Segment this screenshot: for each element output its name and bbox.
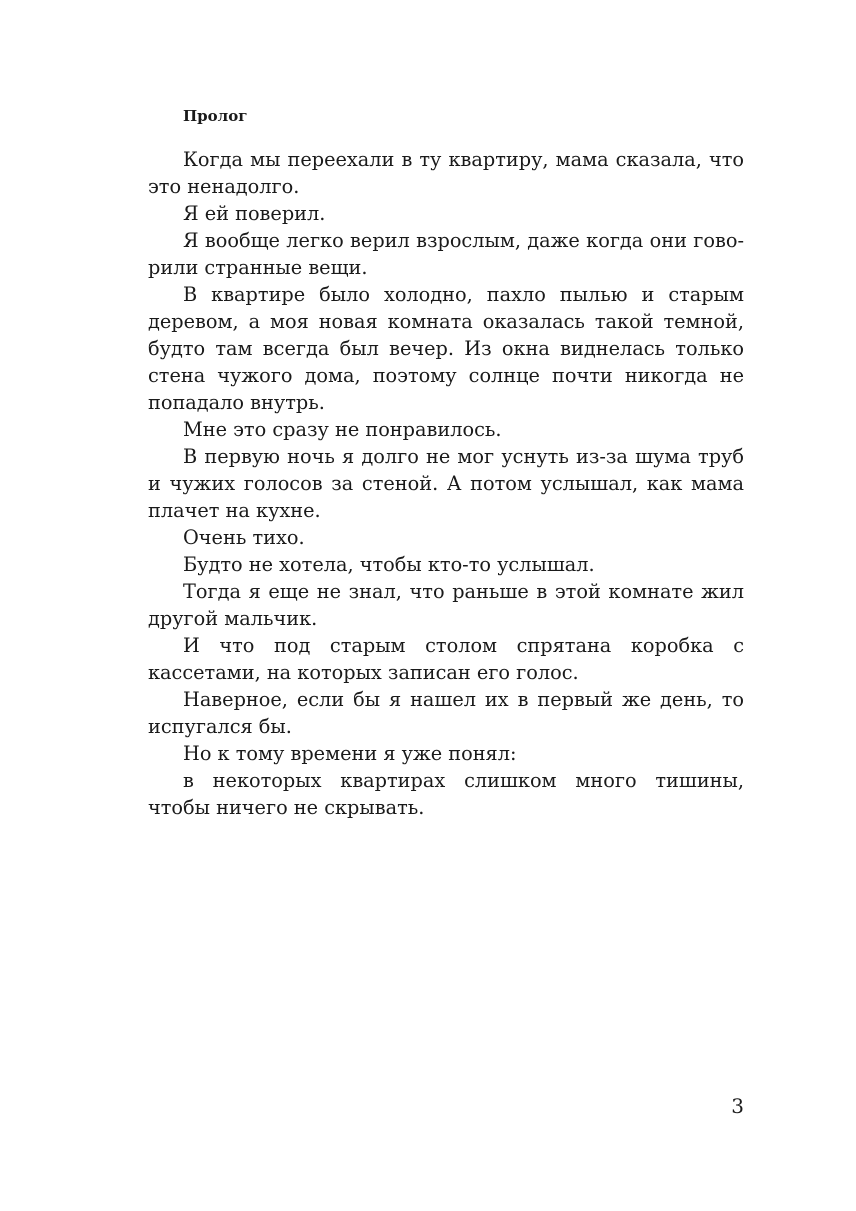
paragraph: В первую ночь я долго не мог уснуть из-за шума труб и чужих голосов за стеной. А потом услышал, как мама плачет на кухне. (148, 445, 744, 522)
paragraph: Но к тому времени я уже понял: (183, 742, 517, 765)
paragraph: Тогда я еще не знал, что раньше в этой комнате жил другой мальчик. (148, 580, 744, 630)
chapter-title: Пролог (183, 107, 248, 125)
paragraph: Когда мы переехали в ту квартиру, мама сказала, что это ненадолго. (148, 148, 744, 198)
paragraph: Наверное, если бы я нашел их в первый же день, то испугался бы. (148, 688, 744, 738)
paragraph: В квартире было холодно, пахло пылью и старым деревом, а моя новая комната оказалась такой темной, будто там всегда был вечер. Из окна виднелась только стена чужого дома, поэтому солнце почти никогда не попадало внутрь. (148, 283, 744, 414)
paragraph: Очень тихо. (183, 526, 305, 549)
paragraph: Будто не хотела, чтобы кто-то услышал. (183, 553, 595, 576)
paragraph: Мне это сразу не понравилось. (183, 418, 502, 441)
chapter-body (148, 146, 744, 821)
paragraph: в некоторых квартирах слишком много тишины, чтобы ничего не скрывать. (148, 769, 744, 819)
page-number: 3 (731, 1094, 744, 1118)
paragraph: И что под старым столом спрятана коробка с кассетами, на которых записан его голос. (148, 634, 744, 684)
paragraph: Я ей поверил. (183, 202, 326, 225)
paragraph: Я вообще легко верил взрослым, даже когда они говорили странные вещи. (148, 229, 744, 279)
